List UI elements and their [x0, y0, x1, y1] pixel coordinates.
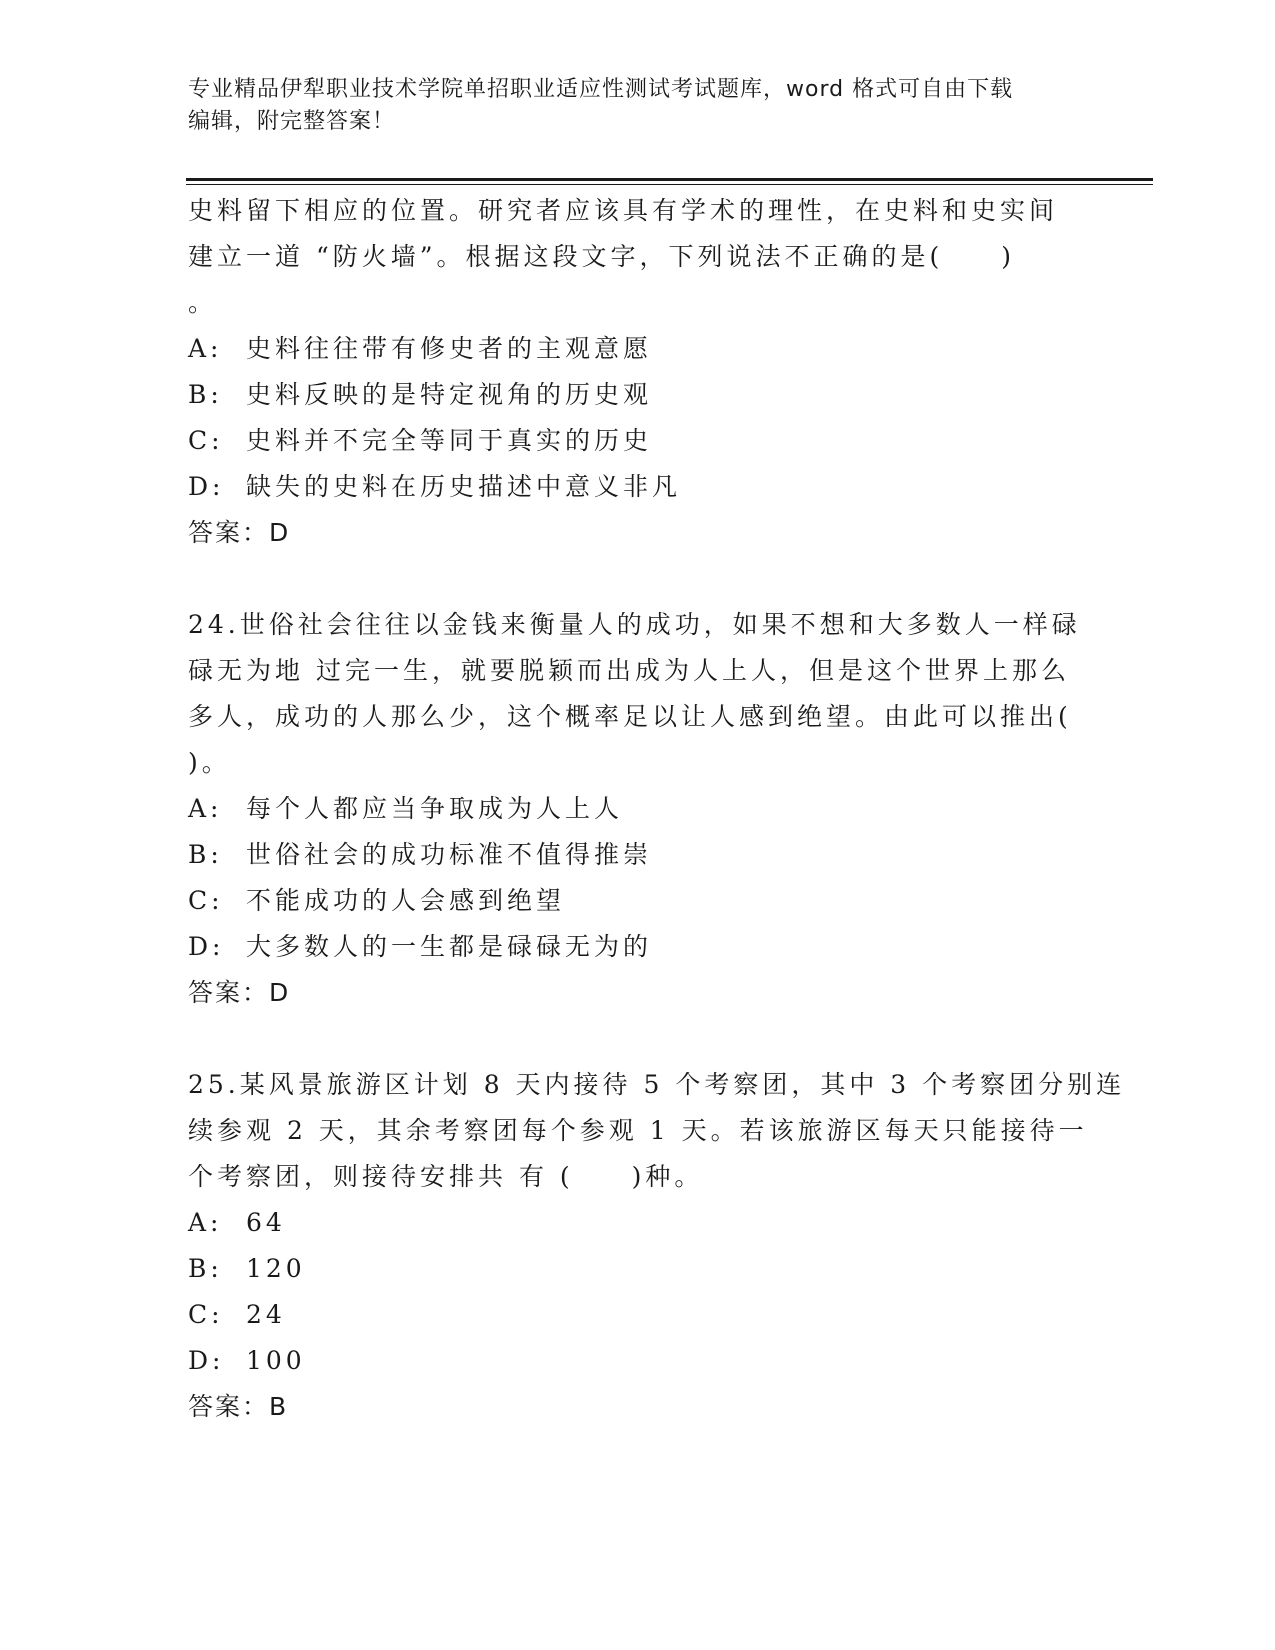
option-text: 大多数人的一生都是碌碌无为的 — [246, 932, 653, 961]
option-b — [188, 832, 1088, 878]
header-line-2: 编辑，附完整答案！ — [188, 109, 396, 134]
answer-label: 答案：D — [188, 518, 291, 547]
option-c — [188, 418, 1088, 464]
option-text: 史料反映的是特定视角的历史观 — [246, 380, 653, 409]
option-key: A: — [188, 794, 223, 823]
option-key: C: — [188, 1300, 224, 1329]
question-text-line: 史料留下相应的位置。研究者应该具有学术的理性，在史料和史实间 — [188, 196, 1059, 225]
option-text: 100 — [246, 1346, 306, 1375]
option-text: 缺失的史料在历史描述中意义非凡 — [246, 472, 682, 501]
option-c — [188, 1292, 1088, 1338]
option-text: 史料并不完全等同于真实的历史 — [246, 426, 653, 455]
option-text: 史料往往带有修史者的主观意愿 — [246, 334, 653, 363]
spacer — [188, 556, 1088, 602]
option-a — [188, 786, 1088, 832]
option-text: 每个人都应当争取成为人上人 — [246, 794, 624, 823]
header-line-1: 专业精品伊犁职业技术学院单招职业适应性测试考试题库，word 格式可自由下载 — [188, 77, 1014, 102]
answer-label: 答案：B — [188, 1392, 289, 1421]
option-key: B: — [188, 1254, 223, 1283]
option-b — [188, 372, 1088, 418]
spacer — [188, 1016, 1088, 1062]
header-rule-thin — [186, 184, 1153, 185]
option-b — [188, 1246, 1088, 1292]
option-text: 世俗社会的成功标准不值得推崇 — [246, 840, 653, 869]
option-d — [188, 924, 1088, 970]
question-text-line: 25.某风景旅游区计划 8 天内接待 5 个考察团，其中 3 个考察团分别连 — [188, 1070, 1126, 1099]
question-text-line: 个考察团，则接待安排共 有 ( )种。 — [188, 1162, 704, 1191]
option-d — [188, 1338, 1088, 1384]
question-25 — [188, 1062, 1126, 1430]
option-key: D: — [188, 472, 225, 501]
question-text-line: )。 — [188, 748, 231, 777]
question-text-line: 建立一道 “防火墙”。根据这段文字，下列说法不正确的是( ) — [188, 242, 1016, 271]
question-24 — [188, 602, 1088, 1016]
option-key: C: — [188, 886, 224, 915]
page-header — [188, 74, 1088, 138]
option-text: 64 — [246, 1208, 286, 1237]
question-text-line: 多人，成功的人那么少，这个概率足以让人感到绝望。由此可以推出( — [188, 702, 1072, 731]
question-text-line: 。 — [188, 288, 218, 317]
question-text-line: 24.世俗社会往往以金钱来衡量人的成功，如果不想和大多数人一样碌 — [188, 610, 1081, 639]
question-text-line: 续参观 2 天，其余考察团每个参观 1 天。若该旅游区每天只能接待一 — [188, 1116, 1088, 1145]
option-d — [188, 464, 1088, 510]
option-text: 24 — [246, 1300, 286, 1329]
option-key: B: — [188, 840, 223, 869]
option-key: C: — [188, 426, 224, 455]
option-key: A: — [188, 334, 223, 363]
option-key: A: — [188, 1208, 223, 1237]
question-23 — [188, 188, 1088, 556]
option-a — [188, 326, 1088, 372]
option-key: B: — [188, 380, 223, 409]
question-text-line: 碌无为地 过完一生，就要脱颖而出成为人上人，但是这个世界上那么 — [188, 656, 1070, 685]
option-text: 不能成功的人会感到绝望 — [246, 886, 566, 915]
answer-label: 答案：D — [188, 978, 291, 1007]
option-key: D: — [188, 1346, 225, 1375]
header-rule-thick — [186, 178, 1153, 181]
option-text: 120 — [246, 1254, 306, 1283]
question-content — [188, 188, 1126, 1430]
option-a — [188, 1200, 1088, 1246]
option-c — [188, 878, 1088, 924]
option-key: D: — [188, 932, 225, 961]
